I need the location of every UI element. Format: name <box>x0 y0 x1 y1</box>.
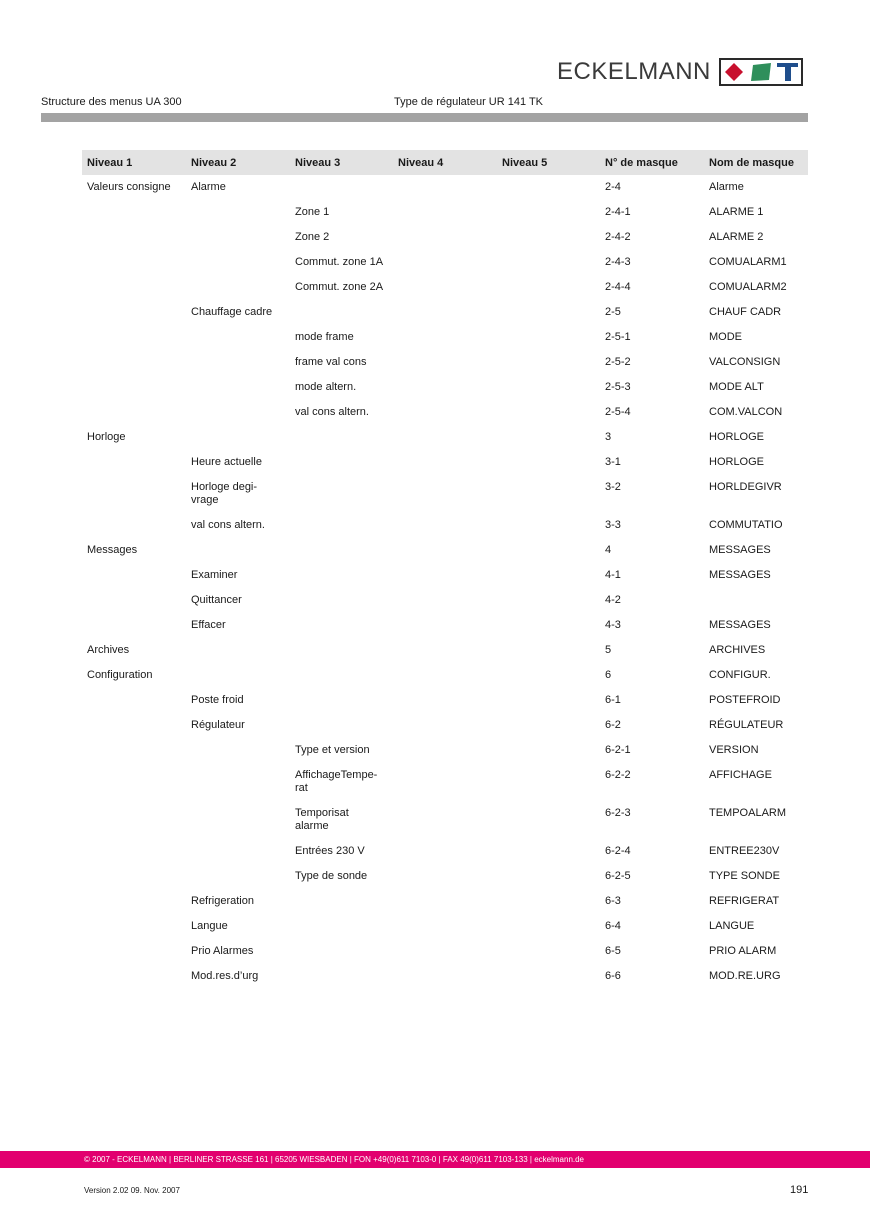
table-cell: COMUALARM2 <box>709 281 787 293</box>
table-cell <box>497 713 600 738</box>
table-row <box>82 450 808 475</box>
table-cell: Zone 2 <box>295 231 330 243</box>
table-cell: 6-1 <box>605 694 621 706</box>
table-cell <box>497 400 600 425</box>
table-cell: COMUALARM1 <box>709 256 787 268</box>
table-cell <box>393 175 497 200</box>
table-cell <box>497 475 600 513</box>
table-cell <box>393 713 497 738</box>
table-cell <box>82 275 186 300</box>
table-cell <box>497 688 600 713</box>
table-cell <box>290 538 393 563</box>
menu-structure-table <box>82 150 808 989</box>
table-row <box>82 864 808 889</box>
table-cell <box>186 350 290 375</box>
table-cell: Alarme <box>709 181 744 193</box>
table-cell <box>186 425 290 450</box>
table-cell: AFFICHAGE <box>709 769 772 781</box>
table-cell <box>393 801 497 839</box>
table-cell <box>290 588 393 613</box>
table-cell: Temporisat alarme <box>295 807 349 832</box>
table-cell: Chauffage cadre <box>191 306 273 318</box>
table-cell: MESSAGES <box>709 544 771 556</box>
table-row <box>82 475 808 513</box>
column-header: Nom de masque <box>704 150 808 175</box>
table-row <box>82 939 808 964</box>
table-cell: 6-5 <box>605 945 621 957</box>
header-regulator-type: Type de régulateur UR 141 TK <box>394 96 543 108</box>
table-cell <box>186 375 290 400</box>
table-cell: 3 <box>605 431 612 443</box>
table-cell <box>290 713 393 738</box>
table-cell: COMMUTATIO <box>709 519 783 531</box>
table-cell <box>82 400 186 425</box>
table-cell: 2-4-3 <box>605 256 631 268</box>
table-cell <box>290 613 393 638</box>
table-cell: MODE ALT <box>709 381 764 393</box>
table-cell <box>82 801 186 839</box>
table-cell <box>393 400 497 425</box>
table-cell <box>186 864 290 889</box>
table-cell <box>497 300 600 325</box>
table-cell <box>497 250 600 275</box>
table-cell: REFRIGERAT <box>709 895 780 907</box>
table-cell <box>497 864 600 889</box>
table-cell <box>497 638 600 663</box>
table-cell: HORLOGE <box>709 456 765 468</box>
table-cell: Effacer <box>191 619 226 631</box>
table-cell <box>393 839 497 864</box>
table-cell <box>290 450 393 475</box>
table-cell <box>82 350 186 375</box>
table-cell: MODE <box>709 331 742 343</box>
table-cell: Messages <box>87 544 138 556</box>
table-cell: 6-2-5 <box>605 870 631 882</box>
table-row <box>82 175 808 200</box>
table-cell <box>82 738 186 763</box>
table-row <box>82 914 808 939</box>
table-cell: 2-4-2 <box>605 231 631 243</box>
table-row <box>82 375 808 400</box>
table-cell <box>497 200 600 225</box>
table-cell <box>290 638 393 663</box>
table-cell <box>497 801 600 839</box>
table-cell <box>82 588 186 613</box>
table-cell: COM.VALCON <box>709 406 783 418</box>
table-cell: 2-5-3 <box>605 381 631 393</box>
table-cell <box>290 688 393 713</box>
column-header: N° de masque <box>600 150 704 175</box>
table-cell: Langue <box>191 920 228 932</box>
table-cell <box>393 563 497 588</box>
table-cell: HORLOGE <box>709 431 765 443</box>
table-cell: TEMPOALARM <box>709 807 787 819</box>
table-cell: 3-2 <box>605 481 621 493</box>
table-cell: Horloge degi- vrage <box>191 481 258 506</box>
column-header: Niveau 1 <box>82 150 186 175</box>
table-row <box>82 713 808 738</box>
table-cell <box>393 300 497 325</box>
table-cell <box>290 663 393 688</box>
table-row <box>82 400 808 425</box>
table-cell: 4-3 <box>605 619 621 631</box>
table-cell <box>186 225 290 250</box>
table-cell <box>186 400 290 425</box>
version-info: Version 2.02 09. Nov. 2007 <box>84 1186 180 1195</box>
table-cell <box>497 425 600 450</box>
table-cell <box>497 939 600 964</box>
table-cell: frame val cons <box>295 356 367 368</box>
table-cell <box>82 450 186 475</box>
table-cell <box>186 763 290 801</box>
table-cell: 2-4-4 <box>605 281 631 293</box>
table-cell <box>186 663 290 688</box>
table-cell <box>290 889 393 914</box>
table-cell: 3-3 <box>605 519 621 531</box>
table-cell <box>497 350 600 375</box>
table-cell <box>393 889 497 914</box>
table-cell <box>393 275 497 300</box>
table-cell <box>82 250 186 275</box>
table-cell <box>497 563 600 588</box>
table-row <box>82 663 808 688</box>
footer-contact: © 2007 - ECKELMANN | BERLINER STRASSE 161 | 65205 WIESBADEN | FON +49(0)611 7103-0 | FAX 49(0)611 7103-133 | eckelmann.de <box>84 1155 585 1164</box>
table-cell <box>497 175 600 200</box>
header-document-title: Structure des menus UA 300 <box>41 96 182 108</box>
table-cell: TYPE SONDE <box>709 870 780 882</box>
table-cell <box>290 513 393 538</box>
table-cell: CHAUF CADR <box>709 306 782 318</box>
table-cell: 6-2-3 <box>605 807 631 819</box>
table-cell <box>497 889 600 914</box>
table-row <box>82 763 808 801</box>
table-cell <box>497 964 600 989</box>
table-cell <box>393 325 497 350</box>
table-cell <box>82 325 186 350</box>
table-row <box>82 250 808 275</box>
table-cell <box>497 763 600 801</box>
table-cell: Entrées 230 V <box>295 845 365 857</box>
table-cell <box>393 200 497 225</box>
table-cell: Régulateur <box>191 719 245 731</box>
table-row <box>82 538 808 563</box>
table-cell <box>186 638 290 663</box>
table-row <box>82 839 808 864</box>
table-cell <box>393 638 497 663</box>
table-cell <box>82 200 186 225</box>
logo-text: ECKELMANN <box>557 58 711 85</box>
table-cell: Type de sonde <box>295 870 368 882</box>
table-cell <box>186 839 290 864</box>
table-cell: Poste froid <box>191 694 244 706</box>
table-row <box>82 300 808 325</box>
table-cell <box>82 300 186 325</box>
table-cell: Heure actuelle <box>191 456 262 468</box>
table-cell <box>497 839 600 864</box>
table-cell <box>393 250 497 275</box>
table-row <box>82 889 808 914</box>
table-cell: PRIO ALARM <box>709 945 777 957</box>
table-cell: Examiner <box>191 569 238 581</box>
table-cell: Configuration <box>87 669 153 681</box>
table-cell <box>497 325 600 350</box>
table-cell: 6-4 <box>605 920 621 932</box>
header-divider <box>41 113 808 122</box>
eckelmann-logo <box>557 58 803 86</box>
table-cell <box>393 538 497 563</box>
table-cell: Commut. zone 2A <box>295 281 384 293</box>
table-cell <box>393 375 497 400</box>
table-cell: VERSION <box>709 744 759 756</box>
table-cell: Zone 1 <box>295 206 330 218</box>
table-row <box>82 350 808 375</box>
table-cell <box>290 175 393 200</box>
table-cell <box>497 375 600 400</box>
table-cell: RÉGULATEUR <box>709 719 784 731</box>
table-cell <box>393 513 497 538</box>
table-cell: CONFIGUR. <box>709 669 771 681</box>
table-row <box>82 588 808 613</box>
table-cell: VALCONSIGN <box>709 356 781 368</box>
table-cell: ALARME 2 <box>709 231 764 243</box>
table-cell: HORLDEGIVR <box>709 481 782 493</box>
table-cell: LANGUE <box>709 920 755 932</box>
table-row <box>82 275 808 300</box>
table-cell <box>82 964 186 989</box>
table-cell <box>497 914 600 939</box>
table-cell <box>290 425 393 450</box>
table-cell: 3-1 <box>605 456 621 468</box>
table-cell: 6-2-4 <box>605 845 631 857</box>
table-cell: Horloge <box>87 431 126 443</box>
table-cell <box>82 763 186 801</box>
table-cell <box>186 738 290 763</box>
table-cell <box>82 613 186 638</box>
table-cell <box>393 588 497 613</box>
table-cell: 5 <box>605 644 612 656</box>
table-cell: 6-3 <box>605 895 621 907</box>
table-cell <box>393 350 497 375</box>
table-cell <box>82 864 186 889</box>
table-cell: MESSAGES <box>709 619 771 631</box>
table-cell: Archives <box>87 644 130 656</box>
table-cell: Commut. zone 1A <box>295 256 384 268</box>
table-row <box>82 638 808 663</box>
table-cell: MOD.RE.URG <box>709 970 781 982</box>
table-cell: 6-2-1 <box>605 744 631 756</box>
table-cell <box>497 275 600 300</box>
table-row <box>82 325 808 350</box>
table-row <box>82 200 808 225</box>
table-cell: 2-4-1 <box>605 206 631 218</box>
table-row <box>82 563 808 588</box>
table-cell: val cons altern. <box>295 406 369 418</box>
table-cell <box>290 964 393 989</box>
table-cell: Mod.res.d’urg <box>191 970 259 982</box>
table-cell <box>393 225 497 250</box>
table-body <box>82 175 808 989</box>
table-cell <box>186 538 290 563</box>
table-cell <box>82 563 186 588</box>
table-cell: 2-4 <box>605 181 621 193</box>
table-cell <box>497 450 600 475</box>
table-cell <box>393 688 497 713</box>
table-cell <box>393 475 497 513</box>
table-cell <box>393 939 497 964</box>
table-cell: AffichageTempe- rat <box>295 769 378 794</box>
table-cell <box>186 801 290 839</box>
table-cell: 4-1 <box>605 569 621 581</box>
table-cell <box>393 425 497 450</box>
table-row <box>82 425 808 450</box>
table-cell: Quittancer <box>191 594 242 606</box>
table-cell <box>82 839 186 864</box>
table-cell: 6-2-2 <box>605 769 631 781</box>
table-cell <box>393 864 497 889</box>
table-cell: 6 <box>605 669 612 681</box>
table-cell <box>290 939 393 964</box>
table-cell <box>497 613 600 638</box>
table-cell: 6-6 <box>605 970 621 982</box>
table-cell <box>186 325 290 350</box>
table-cell <box>497 513 600 538</box>
table-cell <box>704 588 808 613</box>
table-row <box>82 613 808 638</box>
table-cell: Prio Alarmes <box>191 945 254 957</box>
table-cell <box>393 763 497 801</box>
table-cell <box>393 613 497 638</box>
table-cell <box>186 200 290 225</box>
table-cell: MESSAGES <box>709 569 771 581</box>
table-row <box>82 738 808 763</box>
table-cell: Type et version <box>295 744 370 756</box>
table-cell <box>497 538 600 563</box>
table-row <box>82 513 808 538</box>
table-row <box>82 964 808 989</box>
table-cell: 2-5-2 <box>605 356 631 368</box>
table-cell <box>393 738 497 763</box>
table-cell <box>393 450 497 475</box>
table-cell: 4-2 <box>605 594 621 606</box>
table-cell <box>290 914 393 939</box>
column-header: Niveau 3 <box>290 150 393 175</box>
table-row <box>82 801 808 839</box>
table-cell <box>290 300 393 325</box>
table-cell <box>497 663 600 688</box>
table-cell <box>393 663 497 688</box>
table-cell <box>186 250 290 275</box>
table-cell: 2-5 <box>605 306 621 318</box>
table-cell: 2-5-1 <box>605 331 631 343</box>
table-cell: Alarme <box>191 181 226 193</box>
table-cell <box>82 513 186 538</box>
table-cell: 4 <box>605 544 612 556</box>
table-row <box>82 688 808 713</box>
table-cell <box>290 563 393 588</box>
table-cell: val cons altern. <box>191 519 265 531</box>
column-header: Niveau 4 <box>393 150 497 175</box>
table-cell: ENTREE230V <box>709 845 780 857</box>
table-cell <box>497 225 600 250</box>
table-cell: Refrigeration <box>191 895 254 907</box>
table-cell: 6-2 <box>605 719 621 731</box>
column-header: Niveau 5 <box>497 150 600 175</box>
table-cell <box>82 475 186 513</box>
column-header: Niveau 2 <box>186 150 290 175</box>
table-cell <box>82 225 186 250</box>
table-cell: ALARME 1 <box>709 206 764 218</box>
table-cell <box>82 939 186 964</box>
table-cell: 2-5-4 <box>605 406 631 418</box>
table-cell: POSTEFROID <box>709 694 781 706</box>
table-cell <box>82 889 186 914</box>
table-cell: Valeurs consigne <box>87 181 171 193</box>
table-cell: mode frame <box>295 331 354 343</box>
logo-squares-icon <box>719 58 803 86</box>
table-cell <box>82 914 186 939</box>
table-cell <box>290 475 393 513</box>
table-cell <box>82 713 186 738</box>
table-cell <box>497 738 600 763</box>
table-cell: mode altern. <box>295 381 357 393</box>
table-cell <box>497 588 600 613</box>
table-cell <box>186 275 290 300</box>
page-number: 191 <box>790 1184 809 1196</box>
table-header-row <box>82 150 808 175</box>
table-cell <box>393 914 497 939</box>
table-cell <box>393 964 497 989</box>
table-cell: ARCHIVES <box>709 644 766 656</box>
table-cell <box>82 688 186 713</box>
table-cell <box>82 375 186 400</box>
table-row <box>82 225 808 250</box>
